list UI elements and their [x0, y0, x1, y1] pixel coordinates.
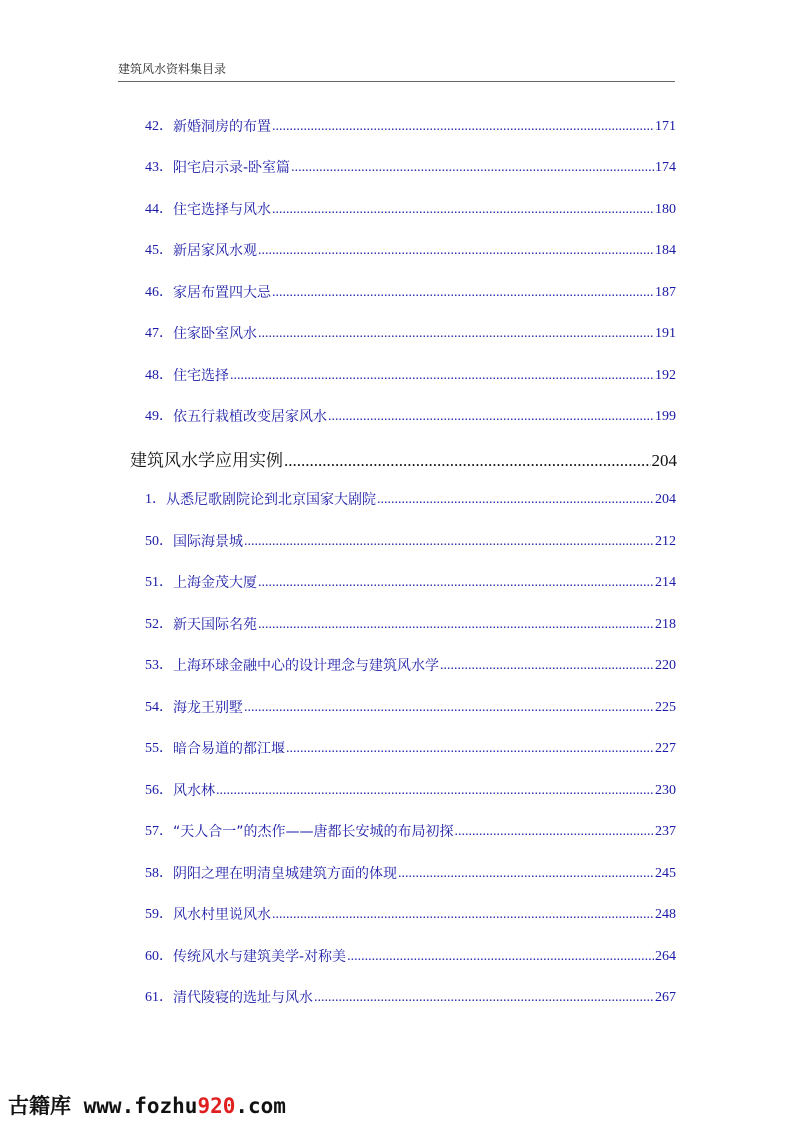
dot-leader	[347, 948, 654, 966]
entry-page: 184	[655, 243, 676, 258]
toc-entry[interactable]	[145, 367, 676, 385]
entry-number: 58．	[145, 866, 173, 881]
dot-leader	[244, 699, 654, 717]
entry-title: 海龙王别墅	[173, 700, 243, 716]
entry-title: 清代陵寝的选址与风水	[173, 990, 313, 1006]
toc-entry[interactable]	[145, 284, 676, 302]
entry-title: 新天国际名苑	[173, 617, 257, 633]
toc-entry[interactable]	[145, 823, 676, 841]
entry-number: 57．	[145, 824, 173, 839]
dot-leader	[284, 450, 651, 472]
dot-leader	[258, 574, 654, 592]
toc-entry[interactable]	[145, 574, 676, 592]
entry-number: 44．	[145, 202, 173, 217]
entry-title: 新居家风水观	[173, 243, 257, 259]
dot-leader	[398, 865, 654, 883]
entry-number: 47．	[145, 326, 173, 341]
entry-number: 56．	[145, 783, 173, 798]
entry-number: 46．	[145, 285, 173, 300]
entry-number: 49．	[145, 409, 173, 424]
header-title: 建筑风水资料集目录	[118, 62, 227, 76]
dot-leader	[291, 159, 654, 177]
dot-leader	[244, 533, 654, 551]
toc-entry[interactable]	[145, 533, 676, 551]
entry-title: 新婚洞房的布置	[173, 119, 271, 135]
toc-section-heading[interactable]	[130, 450, 677, 472]
dot-leader	[314, 989, 654, 1007]
toc-entry[interactable]	[145, 989, 676, 1007]
entry-page: 212	[655, 534, 676, 549]
watermark-prefix: 古籍库 www.fozhu	[8, 1094, 198, 1118]
entry-page: 264	[655, 949, 676, 964]
entry-page: 204	[655, 492, 676, 507]
toc-entry[interactable]	[145, 242, 676, 260]
dot-leader	[286, 740, 654, 758]
entry-page: 248	[655, 907, 676, 922]
toc-entry[interactable]	[145, 948, 676, 966]
entry-title: 国际海景城	[173, 534, 243, 550]
entry-page: 214	[655, 575, 676, 590]
entry-page: 230	[655, 783, 676, 798]
toc-entry[interactable]	[145, 159, 676, 177]
entry-title: 住宅选择	[173, 368, 229, 384]
dot-leader	[258, 242, 654, 260]
entry-number: 52．	[145, 617, 173, 632]
entry-title: 风水村里说风水	[173, 907, 271, 923]
dot-leader	[328, 408, 654, 426]
watermark-suffix: .com	[235, 1094, 286, 1118]
dot-leader	[455, 823, 654, 841]
entry-page: 237	[655, 824, 676, 839]
entry-number: 43．	[145, 160, 173, 175]
entry-number: 45．	[145, 243, 173, 258]
dot-leader	[258, 325, 654, 343]
entry-page: 220	[655, 658, 676, 673]
entry-number: 53．	[145, 658, 173, 673]
entry-number: 59．	[145, 907, 173, 922]
entry-number: 51．	[145, 575, 173, 590]
dot-leader	[216, 782, 654, 800]
entry-title: 传统风水与建筑美学-对称美	[173, 949, 347, 965]
entry-title: 暗合易道的都江堰	[173, 741, 285, 757]
entry-page: 180	[655, 202, 676, 217]
site-watermark	[8, 1090, 286, 1120]
entry-page: 187	[655, 285, 676, 300]
entry-number: 48．	[145, 368, 173, 383]
dot-leader	[272, 201, 654, 219]
entry-title: 阳宅启示录-卧室篇	[173, 160, 291, 176]
entry-page: 171	[655, 119, 676, 134]
entry-number: 60．	[145, 949, 173, 964]
entry-title: “天人合一”的杰作——唐都长安城的布局初探	[173, 824, 454, 840]
toc-entry[interactable]	[145, 616, 676, 634]
entry-page: 174	[655, 160, 676, 175]
dot-leader	[272, 118, 654, 136]
entry-title: 上海环球金融中心的设计理念与建筑风水学	[173, 658, 439, 674]
toc-entry[interactable]	[145, 491, 676, 509]
entry-title: 风水林	[173, 783, 215, 799]
dot-leader	[377, 491, 654, 509]
watermark-highlight: 920	[197, 1094, 236, 1118]
entry-number: 55．	[145, 741, 173, 756]
entry-page: 199	[655, 409, 676, 424]
page-header	[118, 60, 675, 82]
entry-number: 1．	[145, 492, 166, 507]
entry-title: 住家卧室风水	[173, 326, 257, 342]
entry-page: 267	[655, 990, 676, 1005]
toc-entry[interactable]	[145, 740, 676, 758]
dot-leader	[272, 284, 654, 302]
dot-leader	[258, 616, 654, 634]
entry-number: 54．	[145, 700, 173, 715]
entry-page: 192	[655, 368, 676, 383]
entry-title: 上海金茂大厦	[173, 575, 257, 591]
dot-leader	[272, 906, 654, 924]
toc-entry[interactable]	[145, 865, 676, 883]
entry-title: 从悉尼歌剧院论到北京国家大剧院	[166, 492, 376, 508]
entry-title: 住宅选择与风水	[173, 202, 271, 218]
entry-title: 家居布置四大忌	[173, 285, 271, 301]
toc-entry[interactable]	[145, 325, 676, 343]
entry-page: 218	[655, 617, 676, 632]
entry-number: 42．	[145, 119, 173, 134]
section-page: 204	[651, 451, 677, 470]
dot-leader	[230, 367, 654, 385]
entry-number: 50．	[145, 534, 173, 549]
entry-page: 227	[655, 741, 676, 756]
toc-entry[interactable]	[145, 657, 676, 675]
toc-entry[interactable]	[145, 906, 676, 924]
toc-entry[interactable]	[145, 699, 676, 717]
dot-leader	[440, 657, 654, 675]
toc-entry[interactable]	[145, 118, 676, 136]
entry-page: 191	[655, 326, 676, 341]
entry-number: 61．	[145, 990, 173, 1005]
toc-entry[interactable]	[145, 201, 676, 219]
entry-title: 依五行栽植改变居家风水	[173, 409, 327, 425]
toc-entry[interactable]	[145, 782, 676, 800]
entry-title: 阴阳之理在明清皇城建筑方面的体现	[173, 866, 397, 882]
entry-page: 225	[655, 700, 676, 715]
entry-page: 245	[655, 866, 676, 881]
toc-entry[interactable]	[145, 408, 676, 426]
section-title: 建筑风水学应用实例	[130, 451, 283, 471]
